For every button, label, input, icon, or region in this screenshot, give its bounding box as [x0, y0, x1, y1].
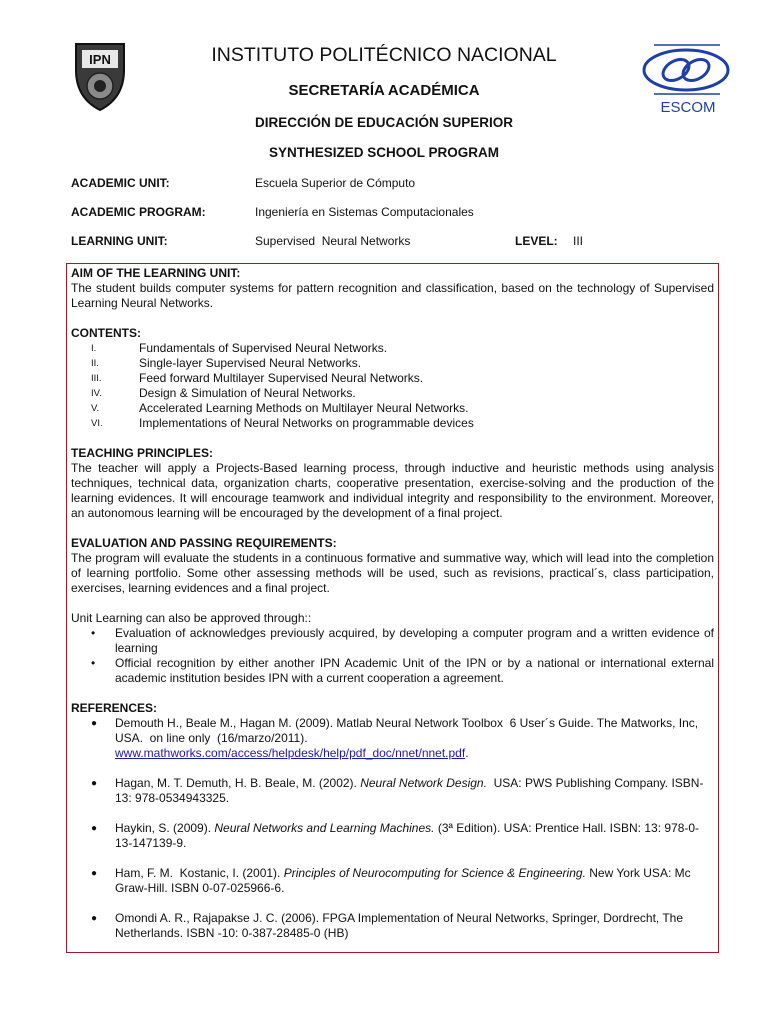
list-item	[71, 386, 714, 401]
institution-title: INSTITUTO POLITÉCNICO NACIONAL	[211, 44, 557, 66]
list-item	[71, 656, 714, 686]
contents-number: I.	[91, 343, 97, 354]
list-item	[71, 776, 714, 806]
bullet-icon: •	[91, 656, 96, 670]
bullet-icon: ●	[91, 778, 98, 789]
evaluation-text: The program will evaluate the students in a continuous formative and summative way, which will lead into the completion of learning portfolio. Some other assessing methods will be used, such as revisions, practical´s, class participation, exercises, learning evidences and a final project.	[71, 551, 714, 595]
references-heading: REFERENCES:	[71, 701, 158, 715]
academic-program-value: Ingeniería en Sistemas Computacionales	[255, 205, 474, 219]
bullet-icon: ●	[91, 823, 98, 834]
learning-unit-label: LEARNING UNIT:	[71, 234, 168, 248]
teaching-heading: TEACHING PRINCIPLES:	[71, 446, 214, 460]
list-item	[71, 911, 714, 941]
reference-link[interactable]: www.mathworks.com/access/helpdesk/help/pdf_doc/nnet/nnet.pdf	[115, 746, 466, 760]
approval-options-list	[71, 626, 714, 686]
contents-number: VI.	[91, 418, 103, 429]
list-item	[71, 401, 714, 416]
bullet-icon: •	[91, 626, 96, 640]
academic-unit-value: Escuela Superior de Cómputo	[255, 176, 416, 190]
list-item	[71, 341, 714, 356]
contents-text: Implementations of Neural Networks on programmable devices	[139, 416, 474, 430]
contents-text: Design & Simulation of Neural Networks.	[139, 386, 356, 400]
contents-text: Fundamentals of Supervised Neural Networks.	[139, 341, 388, 355]
learning-unit-value: Supervised Neural Networks	[255, 234, 411, 248]
contents-list	[71, 341, 714, 431]
aim-heading: AIM OF THE LEARNING UNIT:	[71, 266, 241, 280]
list-item	[71, 866, 714, 896]
direccion-title: DIRECCIÓN DE EDUCACIÓN SUPERIOR	[254, 115, 514, 130]
secretaria-title: SECRETARÍA ACADÉMICA	[288, 82, 480, 99]
aim-text: The student builds computer systems for pattern recognition and classification, based on the technology of Supervised Learning Neural Networks.	[71, 281, 714, 310]
teaching-text: The teacher will apply a Projects-Based learning process, through inductive and heuristic methods using analysis techniques, technical data, organization charts, cooperative presentation, exercise-solving and the production of the learning evidences. It will encourage teamwork and individual integrity and responsibility to the environment. Moreover, an autonomous learning will be encouraged by the development of a final project.	[71, 461, 714, 520]
contents-number: V.	[91, 403, 100, 414]
reference-text: Ham, F. M. Kostanic, I. (2001). Principles of Neurocomputing for Science & Engineering. New York USA: Mc Graw-Hill. ISBN 0-07-025966-6.	[115, 866, 694, 895]
list-item	[71, 626, 714, 656]
reference-text: Hagan, M. T. Demuth, H. B. Beale, M. (2002). Neural Network Design. USA: PWS Publishing Company. ISBN-13: 978-0534943325.	[115, 776, 704, 805]
list-item	[71, 716, 714, 761]
reference-text: Demouth H., Beale M., Hagan M. (2009). Matlab Neural Network Toolbox 6 User´s Guide. The Matworks, Inc, USA. on line only (16/marzo/2011). www.mathworks.com/access/helpdesk/help/pdf_doc/nnet/nnet.pdf.	[115, 716, 702, 760]
approval-option: Evaluation of acknowledges previously acquired, by developing a computer program and a written evidence of learning	[115, 626, 714, 655]
bullet-icon: ●	[91, 913, 98, 924]
program-content-box	[66, 263, 719, 953]
program-type-title: SYNTHESIZED SCHOOL PROGRAM	[268, 145, 500, 160]
reference-text: Haykin, S. (2009). Neural Networks and Learning Machines. (3ª Edition). USA: Prentice Hall. ISBN: 13: 978-0-13-147139-9.	[115, 821, 700, 850]
list-item	[71, 356, 714, 371]
contents-text: Single-layer Supervised Neural Networks.	[139, 356, 362, 370]
contents-number: II.	[91, 358, 99, 369]
contents-text: Feed forward Multilayer Supervised Neural Networks.	[139, 371, 424, 385]
contents-number: III.	[91, 373, 102, 384]
list-item	[71, 416, 714, 431]
bullet-icon: ●	[91, 718, 98, 729]
contents-heading: CONTENTS:	[71, 326, 141, 340]
level-value: III	[573, 234, 584, 248]
references-list	[71, 716, 714, 941]
academic-unit-label: ACADEMIC UNIT:	[71, 176, 170, 190]
level-label: LEVEL:	[515, 234, 558, 248]
reference-text: Omondi A. R., Rajapakse J. C. (2006). FPGA Implementation of Neural Networks, Springer, Dordrecht, The Netherlands. ISBN -10: 0-387-28485-0 (HB)	[115, 911, 684, 940]
bullet-icon: ●	[91, 868, 98, 879]
contents-text: Accelerated Learning Methods on Multilayer Neural Networks.	[139, 401, 469, 415]
academic-program-label: ACADEMIC PROGRAM:	[71, 205, 206, 219]
escom-logo-text: ESCOM	[660, 99, 716, 116]
approval-option: Official recognition by either another IPN Academic Unit of the IPN or by a national or international external academic institution besides IPN with a current cooperation a agreement.	[115, 656, 714, 685]
approval-intro: Unit Learning can also be approved through::	[71, 611, 312, 625]
contents-number: IV.	[91, 388, 102, 399]
list-item	[71, 821, 714, 851]
evaluation-heading: EVALUATION AND PASSING REQUIREMENTS:	[71, 536, 337, 550]
list-item	[71, 371, 714, 386]
ipn-logo-text: IPN	[89, 52, 111, 67]
